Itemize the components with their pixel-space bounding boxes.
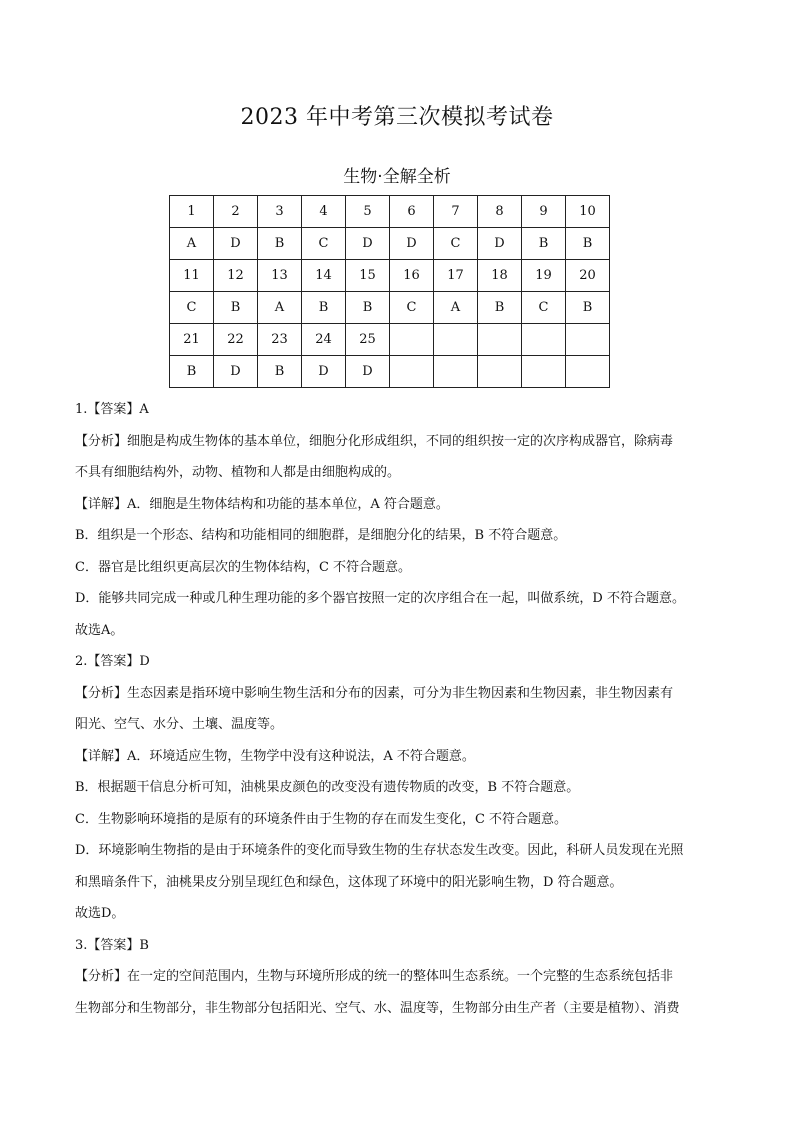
answer-table-row xyxy=(170,324,610,356)
answer-table-cell: C xyxy=(390,292,434,324)
text-line: 【详解】A．环境适应生物，生物学中没有这种说法，A 不符合题意。 xyxy=(75,748,475,764)
answer-table-cell: D xyxy=(346,228,390,260)
answer-table-cell: 21 xyxy=(170,324,214,356)
answer-table-cell: D xyxy=(390,228,434,260)
answer-table-cell xyxy=(566,324,610,356)
answer-table-cell: B xyxy=(566,228,610,260)
answer-table-cell: 1 xyxy=(170,196,214,228)
answer-table-cell: 25 xyxy=(346,324,390,356)
answer-table-row xyxy=(170,292,610,324)
answer-table-cell xyxy=(566,356,610,388)
text-line: 和黑暗条件下，油桃果皮分别呈现红色和绿色，这体现了环境中的阳光影响生物，D 符合题意。 xyxy=(75,874,623,890)
answer-table-cell: D xyxy=(214,228,258,260)
answer-table-cell: B xyxy=(522,228,566,260)
answer-table-cell: A xyxy=(170,228,214,260)
answer-table-cell: 2 xyxy=(214,196,258,228)
answer-table-cell: D xyxy=(478,228,522,260)
answer-table-cell: 9 xyxy=(522,196,566,228)
text-line: 【分析】细胞是构成生物体的基本单位，细胞分化形成组织，不同的组织按一定的次序构成器官，除病毒 xyxy=(75,433,674,449)
answer-table-cell xyxy=(522,324,566,356)
answer-table xyxy=(169,195,610,388)
answer-table-cell: B xyxy=(302,292,346,324)
text-line: 【分析】生态因素是指环境中影响生物生活和分布的因素，可分为非生物因素和生物因素，非生物因素有 xyxy=(75,685,674,701)
text-line: B．组织是一个形态、结构和功能相同的细胞群，是细胞分化的结果，B 不符合题意。 xyxy=(75,528,567,543)
answer-table-cell: D xyxy=(346,356,390,388)
answer-table-cell: B xyxy=(214,292,258,324)
answer-table-cell: 22 xyxy=(214,324,258,356)
answer-table-cell: 6 xyxy=(390,196,434,228)
answer-table-cell xyxy=(478,356,522,388)
answer-table-cell: 3 xyxy=(258,196,302,228)
text-line: 2.【答案】D xyxy=(75,654,150,669)
answer-table-cell: 19 xyxy=(522,260,566,292)
answer-table-cell: 17 xyxy=(434,260,478,292)
explanation-text xyxy=(75,394,725,1024)
text-line: 【详解】A．细胞是生物体结构和功能的基本单位，A 符合题意。 xyxy=(75,496,449,512)
answer-table-cell: A xyxy=(258,292,302,324)
answer-table-cell xyxy=(390,324,434,356)
text-line: D．环境影响生物指的是由于环境条件的变化而导致生物的生存状态发生改变。因此，科研人员发现在光照 xyxy=(75,843,684,858)
answer-table-cell: D xyxy=(214,356,258,388)
answer-table-row xyxy=(170,260,610,292)
answer-table-cell: C xyxy=(302,228,346,260)
text-line: B．根据题干信息分析可知，油桃果皮颜色的改变没有遗传物质的改变，B 不符合题意。 xyxy=(75,780,580,795)
answer-table-cell: B xyxy=(170,356,214,388)
answer-table-cell: 5 xyxy=(346,196,390,228)
answer-table-cell: 10 xyxy=(566,196,610,228)
answer-table-cell: D xyxy=(302,356,346,388)
answer-table-cell: 11 xyxy=(170,260,214,292)
text-line: 不具有细胞结构外，动物、植物和人都是由细胞构成的。 xyxy=(75,465,401,480)
text-line: 3.【答案】B xyxy=(75,937,149,953)
answer-table-cell: B xyxy=(346,292,390,324)
text-line: C．生物影响环境指的是原有的环境条件由于生物的存在而发生变化，C 不符合题意。 xyxy=(75,811,568,827)
answer-table-cell xyxy=(434,356,478,388)
answer-table-cell: 4 xyxy=(302,196,346,228)
text-line: C．器官是比组织更高层次的生物体结构，C 不符合题意。 xyxy=(75,559,412,575)
answer-table-cell: 14 xyxy=(302,260,346,292)
answer-table-cell xyxy=(522,356,566,388)
answer-table-cell: A xyxy=(434,292,478,324)
document-subtitle: 生物·全解全析 xyxy=(343,167,451,187)
text-line: 阳光、空气、水分、土壤、温度等。 xyxy=(75,717,284,732)
answer-table-row xyxy=(170,356,610,388)
answer-table-cell: 16 xyxy=(390,260,434,292)
answer-table-cell: B xyxy=(258,228,302,260)
answer-table-cell: C xyxy=(522,292,566,324)
text-line: 故选D。 xyxy=(75,906,125,921)
text-line: 1.【答案】A xyxy=(75,402,149,417)
answer-table-cell xyxy=(434,324,478,356)
answer-table-cell: 23 xyxy=(258,324,302,356)
answer-table-cell: 18 xyxy=(478,260,522,292)
answer-table-cell: B xyxy=(258,356,302,388)
answer-table-cell: B xyxy=(478,292,522,324)
answer-table-cell: 7 xyxy=(434,196,478,228)
answer-table-row xyxy=(170,228,610,260)
answer-table-cell: 20 xyxy=(566,260,610,292)
answer-table-cell: 24 xyxy=(302,324,346,356)
text-line: 故选A。 xyxy=(75,622,124,638)
answer-table-cell: C xyxy=(434,228,478,260)
answer-table-cell: B xyxy=(566,292,610,324)
answer-table-cell: 8 xyxy=(478,196,522,228)
text-line: 生物部分和生物部分，非生物部分包括阳光、空气、水、温度等，生物部分由生产者（主要是植物）、消费 xyxy=(75,1000,680,1016)
text-line: D．能够共同完成一种或几种生理功能的多个器官按照一定的次序组合在一起，叫做系统，D 不符合题意。 xyxy=(75,591,685,606)
answer-table-cell: 13 xyxy=(258,260,302,292)
answer-table-cell xyxy=(478,324,522,356)
text-line: 【分析】在一定的空间范围内，生物与环境所形成的统一的整体叫生态系统。一个完整的生态系统包括非 xyxy=(75,969,674,984)
answer-table-cell: 15 xyxy=(346,260,390,292)
answer-table-row xyxy=(170,196,610,228)
answer-table-cell: 12 xyxy=(214,260,258,292)
answer-table-cell xyxy=(390,356,434,388)
answer-table-cell: C xyxy=(170,292,214,324)
document-title: 2023 年中考第三次模拟考试卷 xyxy=(240,105,554,130)
